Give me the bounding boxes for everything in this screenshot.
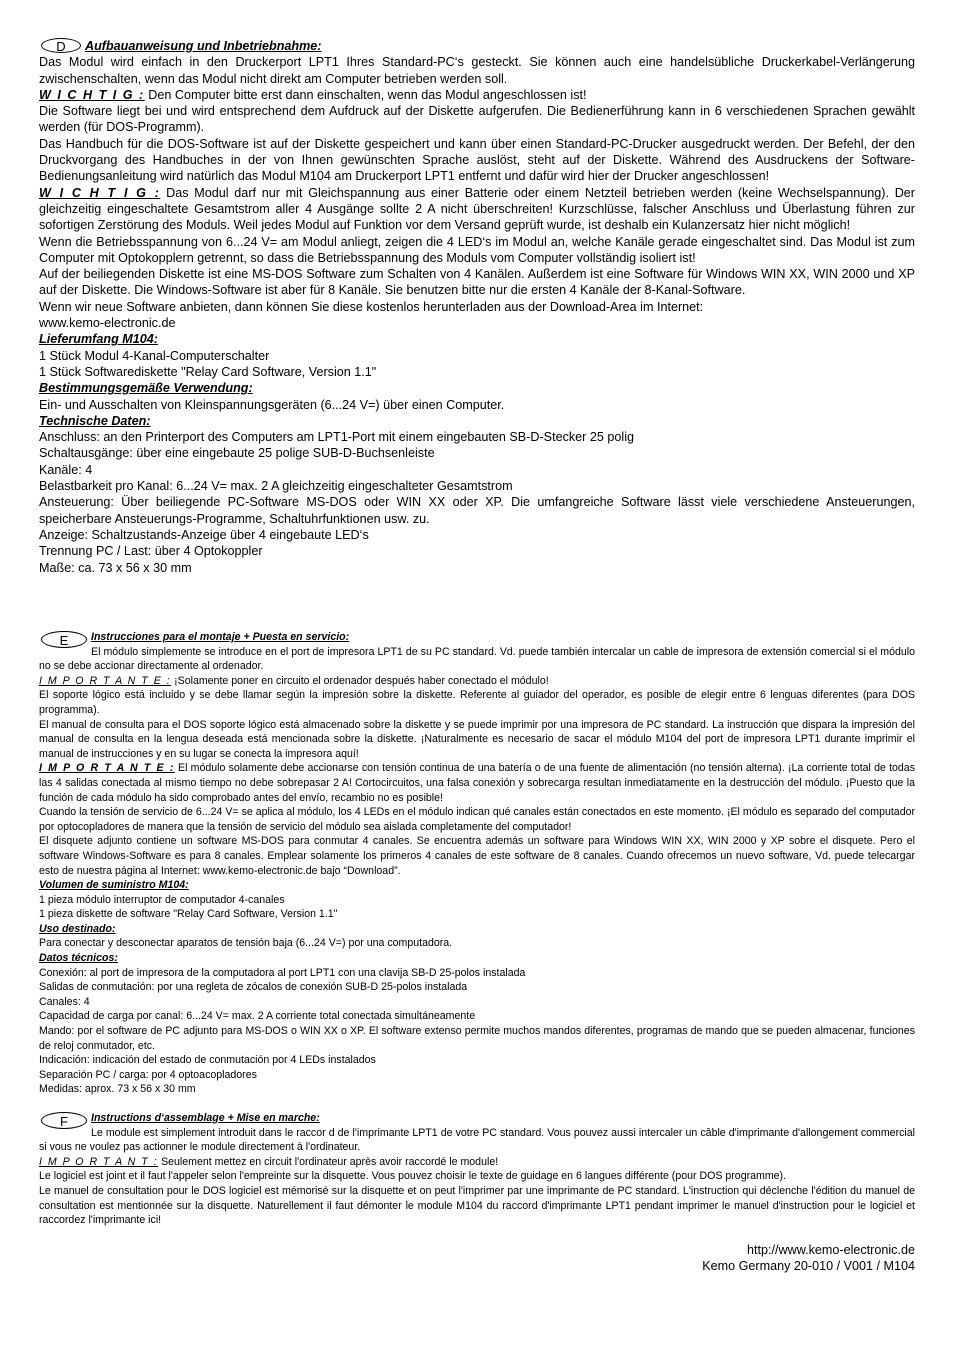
es-tech-7: Separación PC / carga: por 4 optoacopladores: [39, 1068, 257, 1081]
es-manual: El manual de consulta para el DOS soporte lógico está almacenado sobre la diskette y se puede imprimir por una impresora de PC standard. La instrucción que dispara la impresión del manual de consulta en la lengua deseada está mencionada sobre la diskette. ¡Naturalmente es necesario de sacar el módulo M104 del port de impresora LPT1 durante imprimir el manual de instrucciones y en su lugar se conecta la impresora aquí!: [39, 718, 915, 760]
es-tech-1: Conexión: al port de impresora de la computadora al port LPT1 con una clavija SB-D 25-polos instalada: [39, 966, 526, 979]
fr-intro: Le module est simplement introduit dans le raccor d de l'imprimante LPT1 de votre PC standard. Vous pouvez aussi intercaler un câble d'imprimante d'allongement commercial si vous ne voulez pas actionner le module directement à l'ordinateur.: [39, 1126, 915, 1154]
de-scope-heading: Lieferumfang M104:: [39, 332, 158, 347]
es-tech-8: Medidas: aprox. 73 x 56 x 30 mm: [39, 1083, 196, 1096]
de-url: www.kemo-electronic.de: [39, 316, 176, 331]
de-tech-5: Ansteuerung: Über beiliegende PC-Software MS-DOS oder WIN XX oder XP. Die umfangreiche Software lässt viele verschiedene Ansteuerungen, speicherbare Ansteuerungs-Programme, Schaltuhrfunktionen usw. zu.: [39, 495, 915, 526]
es-use-heading: Uso destinado:: [39, 922, 116, 935]
de-warning-1: W I C H T I G : Den Computer bitte erst dann einschalten, wenn das Modul angeschlossen ist!: [39, 87, 587, 102]
es-use: Para conectar y desconectar aparatos de tensión baja (6...24 V=) por una computadora.: [39, 937, 453, 950]
es-tech-3: Canales: 4: [39, 995, 90, 1008]
es-intro: El módulo simplemente se introduce en el port de impresora LPT1 de su PC standard. Vd. puede también intercalar un cable de impresora de extensión comercial si el módulo no se debe accionar directamente al ordenador.: [39, 645, 915, 673]
es-tech-2: Salidas de conmutación: por una regleta de zócalos de conexión SUB-D 25-polos instalada: [39, 981, 468, 994]
de-use-heading: Bestimmungsgemäße Verwendung:: [39, 381, 253, 396]
fr-manual: Le manuel de consultation pour le DOS logiciel est mémorisé sur la disquette et on peut l'imprimer par une imprimante de PC standard. L'instruction qui déclenche l'édition du manuel de consultation est mentionnée sur la disquette. Naturellement il faut démonter le module M104 du raccord d'imprimante LPT1 pendant imprimer le manuel d'instruction pour le logiciel et raccordez l'imprimante ici!: [39, 1184, 915, 1227]
de-tech-heading: Technische Daten:: [39, 413, 151, 428]
de-scope-item-2: 1 Stück Softwarediskette "Relay Card Software, Version 1.1": [39, 364, 377, 379]
es-scope-heading: Volumen de suministro M104:: [39, 879, 189, 892]
de-tech-8: Maße: ca. 73 x 56 x 30 mm: [39, 560, 192, 575]
fr-software: Le logiciel est joint et il faut l'appeler selon l'empreinte sur la disquette. Vous pouvez choisir le texte de guidage en 6 langues différente (pour DOS programme).: [39, 1170, 787, 1183]
footer-url: http://www.kemo-electronic.de: [747, 1243, 915, 1257]
de-warning-2-label: W I C H T I G :: [39, 185, 161, 200]
language-badge-fr: F: [41, 1112, 87, 1129]
fr-heading: Instructions d‘assemblage + Mise en marche:: [91, 1112, 320, 1124]
es-warning-1-label: I M P O R T A N T E :: [39, 674, 172, 687]
french-section: [39, 1111, 915, 1228]
de-heading: Aufbauanweisung und Inbetriebnahme:: [85, 39, 322, 53]
de-download: Wenn wir neue Software anbieten, dann können Sie diese kostenlos herunterladen aus der Download-Area im Internet:: [39, 299, 704, 314]
es-diskette: El disquete adjunto contiene un software MS-DOS para conmutar 4 canales. Se encuentra además un software para Windows WIN XX, WIN 2000 y XP sobre el disquete. Pero el software Windows-Software es para 8 canales. Emplear solamente los primeros 4 canales de este software de 8 canales. Cuando ofrecemos un nuevo software, Vd. puede telecargar esto de nuestra página al Internet: www.kemo-electronic.de bajo “Download”.: [39, 835, 915, 877]
es-tech-5: Mando: por el software de PC adjunto para MS-DOS o WIN XX o XP. El software extenso permite muchos mandos diferentes, programas de mando que se pueden almacenar, funciones de reloj conmutador, etc.: [39, 1025, 915, 1052]
es-leds: Cuando la tensión de servicio de 6...24 V= se aplica al módulo, los 4 LEDs en el módulo indican qué canales están conectados en este momento. ¡El módulo es separado del computador por optocopladores de manera que la tensión de servicio del módulo sea aislada completamente del computador!: [39, 806, 915, 833]
es-warning-2: I M P O R T A N T E : El módulo solamente debe accionarse con tensión continua de una batería o de una fuente de alimentación (no tensión alterna). ¡La corriente total de todas las 4 salidas conectada al mismo tiempo no debe sobrepasar 2 A! Cortocircuitos, una falsa conexión y sobrecarga resultan inmediatamente en la destrucción del módulo. ¡Puesto que la función de cada módulo ha sido comprobado antes del envío, recambio no es posible!: [39, 762, 915, 804]
de-diskette: Auf der beiliegenden Diskette ist eine MS-DOS Software zum Schalten von 4 Kanälen. Außerdem ist eine Software für Windows WIN XX, WIN 2000 und XP auf der Diskette. Die Windows-Software ist aber für 8 Kanäle. Sie benutzen bitte nur die ersten 4 Kanäle der 8-Kanal-Software.: [39, 267, 915, 298]
es-warning-2-label: I M P O R T A N T E :: [39, 762, 175, 775]
es-software: El soporte lógico está incluido y se debe llamar según la impresión sobre la diskette. Referente al guiador del operador, es posible de elegir entre 6 lenguas diferentes (para DOS programma).: [39, 689, 915, 716]
de-tech-3: Kanäle: 4: [39, 462, 93, 477]
german-section: [39, 38, 915, 576]
es-heading: Instrucciones para el montaje + Puesta en servicio:: [91, 631, 350, 643]
de-tech-6: Anzeige: Schaltzustands-Anzeige über 4 eingebaute LED‘s: [39, 527, 369, 542]
footer-reference: Kemo Germany 20-010 / V001 / M104: [702, 1259, 915, 1274]
es-scope-item-1: 1 pieza módulo interruptor de computador 4-canales: [39, 893, 285, 906]
de-warning-1-label: W I C H T I G :: [39, 87, 145, 102]
spanish-section: [39, 630, 915, 1097]
fr-warning-1-label: I M P O R T A N T :: [39, 1155, 159, 1168]
de-tech-7: Trennung PC / Last: über 4 Optokoppler: [39, 544, 263, 559]
fr-warning-1: I M P O R T A N T : Seulement mettez en circuit l'ordinateur après avoir raccordé le module!: [39, 1155, 499, 1168]
es-tech-heading: Datos técnicos:: [39, 952, 118, 965]
language-badge-es: E: [41, 631, 87, 648]
de-use: Ein- und Ausschalten von Kleinspannungsgeräten (6...24 V=) über einen Computer.: [39, 397, 505, 412]
de-intro: Das Modul wird einfach in den Druckerport LPT1 Ihres Standard-PC‘s gesteckt. Sie können auch eine handelsübliche Druckerkabel-Verlängerung zwischenschalten, wenn das Modul nicht direkt am Computer betrieben werden soll.: [39, 55, 915, 86]
de-manual: Das Handbuch für die DOS-Software ist auf der Diskette gespeichert und kann über einen Standard-PC-Drucker ausgedruckt werden. Der Befehl, der den Druckvorgang des Handbuches in der von Ihnen gewünschten Sprache auslöst, steht auf der Diskette. Während des Ausdruckens der Software-Bedienungsanleitung wird natürlich das Modul M104 am Druckerport LPT1 entfernt und dafür wird hier der Drucker angeschlossen!: [39, 136, 915, 184]
de-scope-item-1: 1 Stück Modul 4-Kanal-Computerschalter: [39, 348, 270, 363]
es-scope-item-2: 1 pieza diskette de software "Relay Card Software, Version 1.1": [39, 908, 338, 921]
es-warning-1: I M P O R T A N T E : ¡Solamente poner en circuito el ordenador después haber conectado el módulo!: [39, 674, 549, 687]
de-software: Die Software liegt bei und wird entsprechend dem Aufdruck auf der Diskette aufgerufen. Die Bedienerführung kann in 6 verschiedenen Sprachen gewählt werden (für DOS-Programm).: [39, 104, 915, 135]
es-tech-6: Indicación: indicación del estado de conmutación por 4 LEDs instalados: [39, 1054, 376, 1067]
de-tech-2: Schaltausgänge: über eine eingebaute 25 polige SUB-D-Buchsenleiste: [39, 446, 435, 461]
de-warning-2: W I C H T I G : Das Modul darf nur mit Gleichspannung aus einer Batterie oder einem Netzteil betrieben werden (keine Wechselspannung). Der gleichzeitig eingeschaltete Gesamtstrom aller 4 Ausgänge sollte 2 A nicht überschreiten! Kurzschlüsse, falscher Anschluss und Überlastung führen zur sofortigen Zerstörung des Moduls. Weil jedes Modul auf Funktion vor dem Versand geprüft wurde, ist deshalb ein Kulanzersatz hier nicht möglich!: [39, 185, 915, 233]
de-leds: Wenn die Betriebsspannung von 6...24 V= am Modul anliegt, zeigen die 4 LED‘s im Modul an, welche Kanäle gerade eingeschaltet sind. Das Modul ist zum Computer mit Optokopplern getrennt, so dass die Betriebsspannung des Moduls vom Computer vollständig isoliert ist!: [39, 234, 915, 265]
de-tech-1: Anschluss: an den Printerport des Computers am LPT1-Port mit einem eingebauten SB-D-Stecker 25 polig: [39, 430, 634, 445]
language-badge-de: D: [41, 38, 81, 53]
de-tech-4: Belastbarkeit pro Kanal: 6...24 V= max. 2 A gleichzeitig eingeschalteter Gesamtstrom: [39, 479, 513, 494]
footer: [702, 1242, 915, 1275]
es-tech-4: Capacidad de carga por canal: 6...24 V= max. 2 A corriente total conectada simultáneamente: [39, 1010, 476, 1023]
